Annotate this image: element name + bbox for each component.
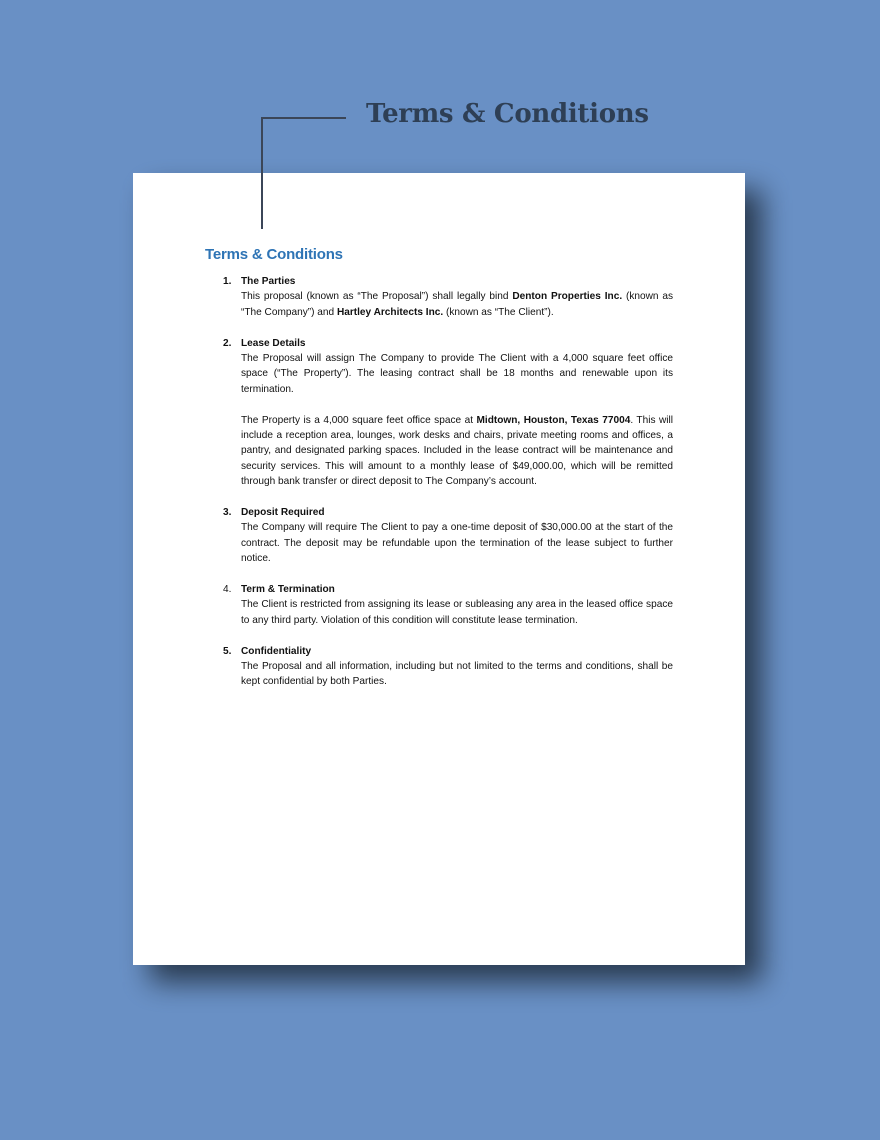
term-item-confidentiality <box>223 644 673 690</box>
document-heading: Terms & Conditions <box>205 246 343 263</box>
term-item-parties <box>223 274 673 320</box>
term-number: 3. <box>223 507 232 519</box>
term-number: 5. <box>223 645 232 657</box>
term-number: 1. <box>223 276 232 287</box>
term-paragraph: The Property is a 4,000 square feet office space at Midtown, Houston, Texas 77004. This will include a reception area, lounges, work desks and chairs, private meeting rooms and offices, a pantry, and designated parking spaces. Included in the lease contract will be maintenance and security services. This will amount to a monthly lease of $49,000.00, which will be remitted through bank transfer or direct deposit to The Company’s account. <box>241 414 673 488</box>
callout-title: Terms & Conditions <box>366 99 649 129</box>
callout-connector-vertical <box>261 117 263 229</box>
bold-entity: Midtown, Houston, Texas 77004 <box>476 414 631 426</box>
term-title: The Parties <box>241 276 296 287</box>
term-paragraph: The Client is restricted from assigning its lease or subleasing any area in the leased office space to any third party. Violation of this condition will constitute lease termination. <box>241 599 673 626</box>
bold-entity: Hartley Architects Inc. <box>336 306 444 318</box>
term-paragraph: The Proposal will assign The Company to provide The Client with a 4,000 square feet office space (“The Property”). The leasing contract shall be 18 months and renewable upon its termination. <box>241 353 673 395</box>
document-page <box>133 173 745 965</box>
term-paragraph: The Proposal and all information, including but not limited to the terms and conditions, shall be kept confidential by both Parties. <box>241 661 673 688</box>
term-item-deposit-required <box>223 505 673 567</box>
bold-entity: Denton Properties Inc. <box>512 291 623 303</box>
term-item-term-termination <box>223 582 673 628</box>
term-item-lease-details <box>223 336 673 490</box>
callout-connector-horizontal <box>261 117 346 119</box>
term-number: 4. <box>223 584 232 596</box>
term-title: Deposit Required <box>241 507 325 519</box>
term-number: 2. <box>223 337 232 349</box>
term-title: Term & Termination <box>241 584 335 596</box>
term-paragraph: This proposal (known as “The Proposal”) shall legally bind Denton Properties Inc. (known as “The Company”) and Hartley Architects Inc. (known as “The Client”). <box>241 291 674 318</box>
term-paragraph: The Company will require The Client to pay a one-time deposit of $30,000.00 at the start of the contract. The deposit may be refundable upon the termination of the lease subject to further notice. <box>241 522 673 565</box>
term-title: Confidentiality <box>241 645 312 657</box>
term-title: Lease Details <box>241 337 306 349</box>
terms-list <box>223 274 673 705</box>
